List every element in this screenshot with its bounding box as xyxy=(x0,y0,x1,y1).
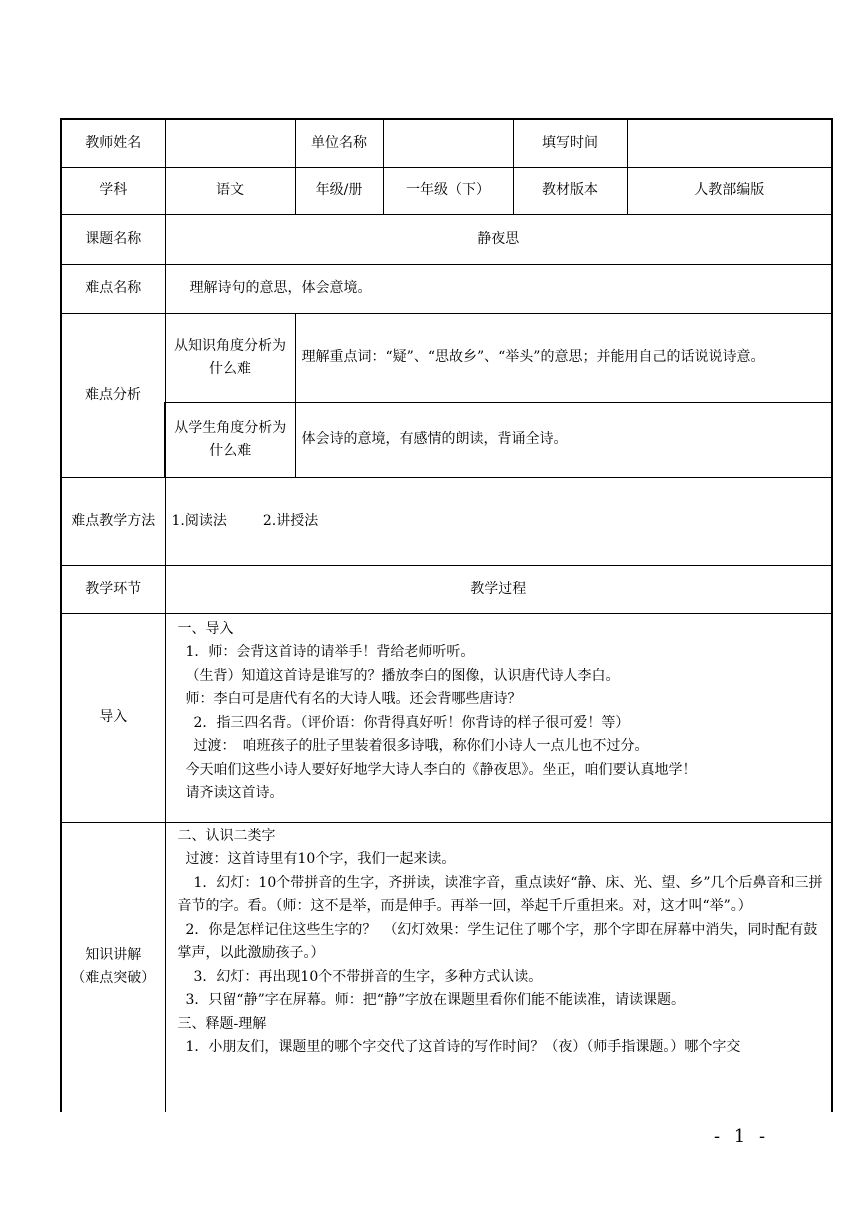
method-item-2: 2.讲授法 xyxy=(262,512,319,529)
row-difficulty xyxy=(61,264,832,313)
intro-line: 师：李白可是唐代有名的大诗人哦。还会背哪些唐诗？ xyxy=(185,691,522,707)
difficulty-value: 理解诗句的意思，体会意境。 xyxy=(165,264,832,313)
topic-label: 课题名称 xyxy=(61,214,165,264)
grade-value: 一年级（下） xyxy=(383,167,513,214)
intro-line: 一、导入 xyxy=(177,620,234,637)
subject-value: 语文 xyxy=(165,167,295,214)
knowledge-angle-value: 理解重点词：“疑”、“思故乡”、“举头”的意思；并能用自己的话说说诗意。 xyxy=(295,313,832,402)
intro-content xyxy=(165,613,832,822)
knowledge-label-line1: 知识讲解 xyxy=(85,947,142,964)
knowledge-line: 1．幻灯：10个带拼音的生字，齐拼读，读准字音，重点读好“静、床、光、望、乡”几个后鼻音和三拼音节的字。看。（师：这不是举，而是伸手。再举一回，举起千斤重担来。对，这才叫“举”。） xyxy=(177,874,823,914)
process-header: 教学过程 xyxy=(165,565,832,613)
teacher-name-value xyxy=(165,119,295,167)
row-method xyxy=(61,477,832,565)
lesson-plan-table xyxy=(60,118,833,1112)
unit-name-value xyxy=(383,119,513,167)
method-item-1: 1.阅读法 xyxy=(171,512,227,529)
fill-date-value xyxy=(627,119,832,167)
analysis-label: 难点分析 xyxy=(61,313,165,477)
unit-name-label: 单位名称 xyxy=(295,119,383,167)
knowledge-label-line2: （难点突破） xyxy=(71,970,156,987)
knowledge-line: 3．幻灯：再出现10个不带拼音的生字，多种方式认读。 xyxy=(193,968,543,985)
knowledge-label xyxy=(61,822,165,1112)
stage-header: 教学环节 xyxy=(61,565,165,613)
page-number: - 1 - xyxy=(714,1126,770,1147)
row-analysis-knowledge xyxy=(61,313,832,402)
row-intro xyxy=(61,613,832,822)
student-angle-value: 体会诗的意境，有感情的朗读，背诵全诗。 xyxy=(295,402,832,477)
intro-line: 今天咱们这些小诗人要好好地学大诗人李白的《静夜思》。坐正，咱们要认真地学！ xyxy=(185,761,697,778)
knowledge-line: 过渡：这首诗里有10个字，我们一起来读。 xyxy=(185,851,456,867)
row-topic xyxy=(61,214,832,264)
edition-label: 教材版本 xyxy=(513,167,627,214)
student-angle-label: 从学生角度分析为什么难 xyxy=(165,402,295,477)
intro-line: 请齐读这首诗。 xyxy=(185,785,284,801)
edition-value: 人教部编版 xyxy=(627,167,832,214)
teacher-name-label: 教师姓名 xyxy=(61,119,165,167)
intro-line: 2．指三四名背。（评价语：你背得真好听！你背诗的样子很可爱！等） xyxy=(193,714,630,731)
row-analysis-student xyxy=(61,402,832,477)
method-label: 难点教学方法 xyxy=(61,477,165,565)
knowledge-line: 二、认识二类字 xyxy=(177,827,276,844)
intro-line: 1．师：会背这首诗的请举手！背给老师听听。 xyxy=(185,644,475,660)
knowledge-angle-label: 从知识角度分析为什么难 xyxy=(165,313,295,402)
subject-label: 学科 xyxy=(61,167,165,214)
grade-label: 年级/册 xyxy=(295,167,383,214)
row-subject-info xyxy=(61,167,832,214)
row-teacher-info xyxy=(61,119,832,167)
method-value xyxy=(165,477,832,565)
knowledge-line: 1．小朋友们，课题里的哪个字交代了这首诗的写作时间？（夜）（师手指课题。）哪个字交 xyxy=(185,1039,741,1055)
knowledge-line: 三、释题-理解 xyxy=(177,1015,267,1032)
topic-value: 静夜思 xyxy=(165,214,832,264)
knowledge-line: 3．只留“静”字在屏幕。师：把“静”字放在课题里看你们能不能读准，请读课题。 xyxy=(185,992,686,1008)
knowledge-line: 2．你是怎样记住这些生字的？ （幻灯效果：学生记住了哪个字，那个字即在屏幕中消失，同时配有鼓掌声，以此激励孩子。） xyxy=(177,921,818,961)
row-process-header xyxy=(61,565,832,613)
intro-line: 过渡： 咱班孩子的肚子里装着很多诗哦，称你们小诗人一点儿也不过分。 xyxy=(193,738,649,754)
row-knowledge xyxy=(61,822,832,1112)
difficulty-label: 难点名称 xyxy=(61,264,165,313)
fill-date-label: 填写时间 xyxy=(513,119,627,167)
intro-label: 导入 xyxy=(61,613,165,822)
knowledge-content xyxy=(165,822,832,1112)
intro-line: （生背）知道这首诗是谁写的？播放李白的图像，认识唐代诗人李白。 xyxy=(185,667,620,684)
